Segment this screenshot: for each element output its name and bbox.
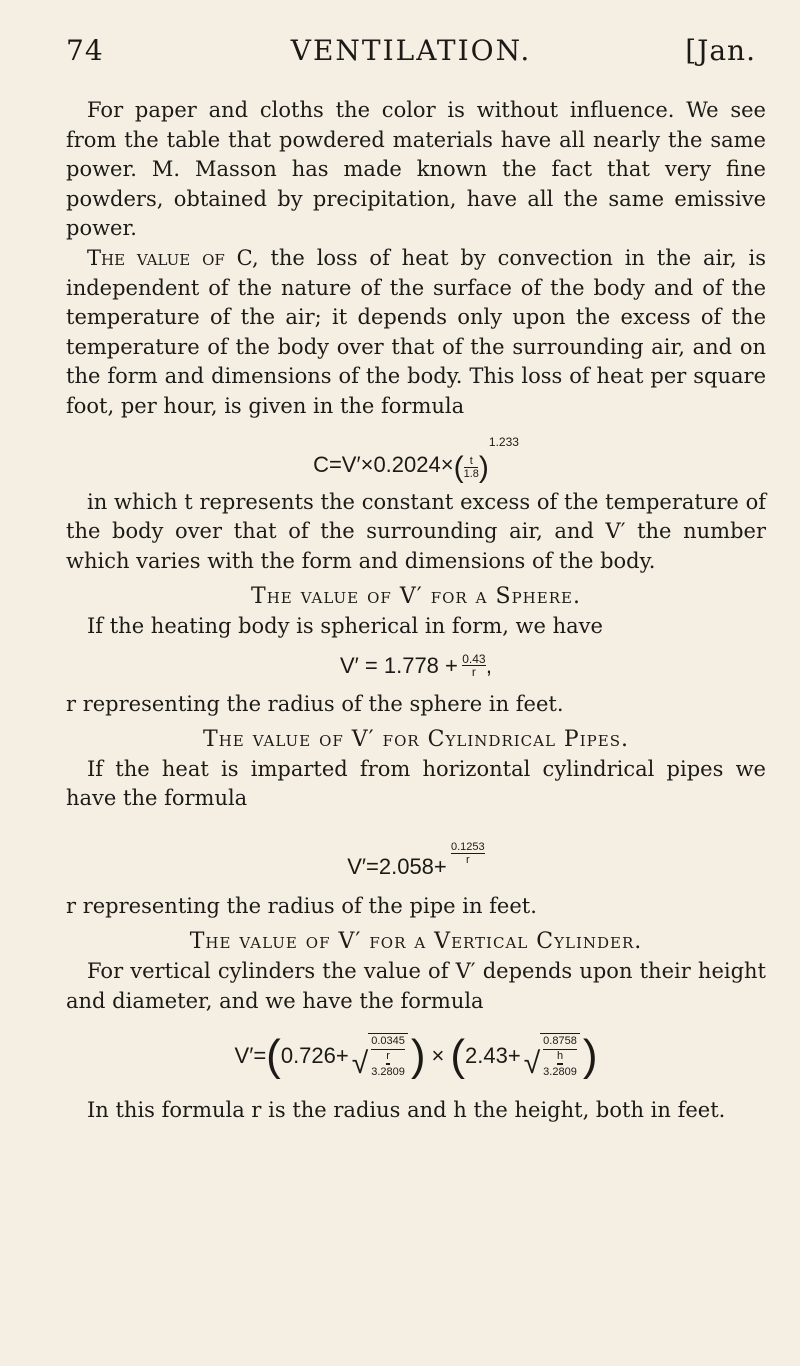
formula-vertical-term-b: 2.43+ (465, 1043, 521, 1069)
root-a-denominator: r (386, 1050, 390, 1065)
paragraph-sphere-radius: r representing the radius of the sphere in feet. (66, 691, 564, 716)
root-a-numerator: 0.0345 (371, 1035, 405, 1050)
lead-small-caps: The value of (87, 245, 225, 270)
fraction-denominator: r (471, 665, 476, 679)
running-header (66, 34, 756, 74)
fraction-numerator: t (469, 454, 473, 467)
formula-vertical-lhs: V′= (234, 1043, 267, 1069)
times-sign: × (431, 1043, 445, 1069)
formula-convection-exponent: 1.233 (488, 434, 519, 449)
running-title: VENTILATION. (290, 34, 532, 67)
formula-pipes (66, 814, 766, 892)
formula-convection: C=V′×0.2024× ( $\frac{t}{1.8}$ ) 1.233 (66, 422, 766, 488)
fraction-numerator: 0.1253 (450, 840, 485, 853)
paragraph-convection-text: C, the loss of heat by convection in the air, is independent of the nature of the surface of the body and of the temperature of the air; it depends only upon the excess of the temperature of the body over that of the surrounding air, and on the form and dimensions of the body. This loss of heat per square foot, per hour, is given in the formula (66, 245, 766, 418)
formula-pipes-fraction (451, 841, 485, 866)
formula-pipes-lhs: V′=2.058+ (347, 854, 447, 880)
root-b-numerator: 0.8758 (543, 1035, 577, 1050)
root-b-denominator: h (557, 1050, 563, 1065)
formula-sphere-fraction (462, 653, 486, 678)
root-b-index: 3.2809 (543, 1066, 577, 1079)
formula-convection-fraction (464, 455, 479, 480)
paragraph-convection (66, 244, 766, 422)
root-term-b (524, 1033, 580, 1079)
formula-convection-lhs: C=V′×0.2024× (313, 451, 454, 477)
paragraph-pipes: If the heat is imparted from horizontal cylindrical pipes we have the formula (66, 756, 766, 811)
formula-vertical: V′= ( 0.726+ √ 0.0345 r 3.2809 ) × ( 2.43+ √ 0.8758 h 3.2809 ) (234, 1031, 598, 1081)
fraction-numerator: 0.43 (462, 652, 486, 666)
paragraph-pipe-radius: r representing the radius of the pipe in feet. (66, 893, 537, 918)
issue-month: [Jan. (685, 34, 756, 67)
radical-icon: √ (351, 1047, 369, 1081)
formula-sphere (66, 642, 766, 690)
fraction-denominator: r (465, 853, 470, 866)
paragraph-definitions: in which t represents the constant excess of the temperature of the body over that of the surrounding air, and V′ the number which varies with the form and dimensions of the body. (66, 489, 766, 573)
root-term-a (352, 1033, 408, 1079)
formula-sphere-tail: , (485, 652, 492, 678)
formula-vertical-term-a: 0.726+ (280, 1043, 349, 1069)
page-body (66, 96, 766, 1126)
heading-cylindrical-pipes: The value of V′ for Cylindrical Pipes. (203, 727, 629, 753)
fraction-denominator: 1.8 (463, 467, 479, 480)
heading-vertical-cylinder: The value of V′ for a Vertical Cylinder. (189, 929, 643, 955)
paragraph-powders: For paper and cloths the color is without influence. We see from the table that powdered materials have all nearly the same power. M. Masson has made known the fact that very fine powders, obtained by precipitation, have all the same emissive power. (66, 98, 766, 241)
paragraph-vertical: For vertical cylinders the value of V′ depends upon their height and diameter, and we have the formula (66, 959, 766, 1013)
formula-sphere-lhs: V′ = 1.778 + (339, 652, 458, 678)
root-a-index: 3.2809 (371, 1066, 405, 1079)
page-number: 74 (66, 34, 104, 67)
paragraph-sphere: If the heating body is spherical in form, we have (87, 613, 603, 638)
heading-sphere: The value of V′ for a Sphere. (251, 584, 581, 610)
paragraph-closing: In this formula r is the radius and h the height, both in feet. (87, 1098, 726, 1123)
radical-icon: √ (523, 1047, 541, 1081)
